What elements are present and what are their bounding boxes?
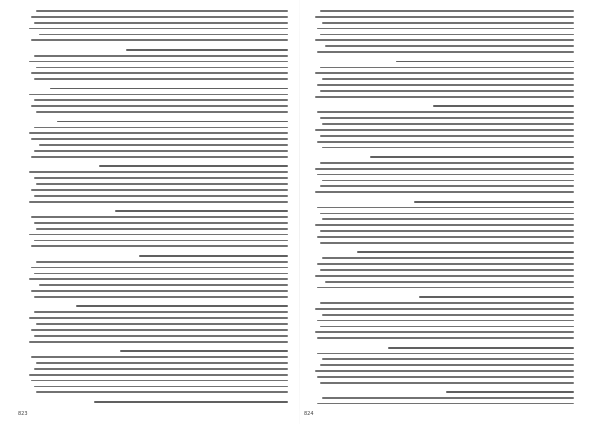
text-line-ink: [31, 267, 288, 269]
text-line-ink: [31, 189, 288, 191]
text-line-ink: [322, 314, 574, 316]
text-line-ink: [29, 374, 288, 376]
text-line-ink: [31, 16, 288, 18]
text-line-ink: [322, 123, 574, 125]
text-line-ink: [320, 10, 574, 12]
text-line-ink: [31, 329, 288, 331]
text-line-ink: [315, 168, 574, 170]
text-line-ink: [36, 362, 288, 364]
page-number-left: 823: [18, 411, 28, 417]
text-line-ink: [36, 323, 288, 325]
text-line-ink: [322, 78, 574, 80]
text-line-ink: [396, 61, 574, 63]
text-line-ink: [320, 117, 574, 119]
text-line-ink: [36, 183, 288, 185]
text-line-ink: [31, 356, 288, 358]
text-line-ink: [320, 90, 574, 92]
text-line-ink: [31, 245, 288, 247]
text-line: [312, 401, 574, 404]
text-line-ink: [34, 127, 288, 129]
text-line-ink: [76, 305, 288, 307]
text-line-ink: [39, 284, 288, 286]
text-line-ink: [320, 185, 574, 187]
text-line-ink: [36, 228, 288, 230]
text-line-ink: [370, 156, 574, 158]
text-line-ink: [36, 10, 288, 12]
text-line-ink: [34, 177, 288, 179]
text-line-ink: [34, 335, 288, 337]
left-page-lines: [26, 8, 288, 404]
text-line-ink: [115, 210, 288, 212]
text-line-ink: [29, 132, 288, 134]
text-line-ink: [317, 174, 574, 176]
text-line-ink: [317, 51, 574, 53]
text-line-ink: [317, 263, 574, 265]
text-line-ink: [315, 16, 574, 18]
text-line-ink: [31, 380, 288, 382]
text-line-ink: [39, 144, 288, 146]
text-line-ink: [320, 230, 574, 232]
text-line-ink: [126, 49, 288, 51]
text-line-ink: [315, 308, 574, 310]
text-line-ink: [446, 391, 574, 393]
text-line-ink: [57, 121, 288, 123]
text-line-ink: [317, 353, 574, 355]
text-line-ink: [315, 129, 574, 131]
text-line-ink: [34, 55, 288, 57]
text-line-ink: [50, 88, 288, 90]
text-line-ink: [34, 296, 288, 298]
text-line-ink: [317, 141, 574, 143]
text-line-ink: [34, 368, 288, 370]
text-line-ink: [320, 269, 574, 271]
text-line-ink: [94, 401, 288, 403]
text-line-ink: [29, 234, 288, 236]
text-line-ink: [99, 165, 288, 167]
text-line-ink: [31, 156, 288, 158]
text-line-ink: [317, 28, 574, 30]
text-line-ink: [322, 218, 574, 220]
text-line-ink: [320, 67, 574, 69]
text-line-ink: [29, 61, 288, 63]
text-line-ink: [322, 358, 574, 360]
text-line: [26, 399, 288, 404]
text-line-ink: [320, 326, 574, 328]
text-line-ink: [320, 34, 574, 36]
text-line-ink: [322, 257, 574, 259]
text-line-ink: [315, 72, 574, 74]
text-line-ink: [320, 135, 574, 137]
right-page-lines: [312, 8, 574, 404]
text-line-ink: [317, 403, 574, 404]
text-line-ink: [357, 251, 574, 253]
text-line-ink: [388, 347, 574, 349]
text-line-ink: [317, 320, 574, 322]
text-line-ink: [29, 171, 288, 173]
text-line-ink: [320, 242, 574, 244]
text-line-ink: [433, 105, 574, 107]
text-line-ink: [317, 236, 574, 238]
text-line-ink: [36, 67, 288, 69]
text-line-ink: [31, 72, 288, 74]
text-line-ink: [315, 275, 574, 277]
text-line-ink: [34, 386, 288, 388]
text-line-ink: [36, 261, 288, 263]
text-line-ink: [34, 195, 288, 197]
text-line-ink: [36, 391, 288, 393]
text-line-ink: [31, 39, 288, 41]
text-line-ink: [29, 28, 288, 30]
text-line-ink: [120, 350, 288, 352]
text-line-ink: [29, 341, 288, 343]
text-line-ink: [36, 111, 288, 113]
text-line-ink: [31, 138, 288, 140]
text-line-ink: [419, 296, 574, 298]
right-page-text: [312, 8, 574, 404]
text-line-ink: [320, 162, 574, 164]
text-line-ink: [34, 150, 288, 152]
text-line-ink: [317, 376, 574, 378]
text-line-ink: [34, 273, 288, 275]
text-line-ink: [322, 397, 574, 399]
page-number-right: 824: [304, 411, 314, 417]
text-line-ink: [322, 180, 574, 182]
text-line-ink: [315, 191, 574, 193]
text-line-ink: [320, 364, 574, 366]
text-line-ink: [34, 22, 288, 24]
text-line-ink: [322, 147, 574, 149]
text-line-ink: [317, 111, 574, 113]
text-line-ink: [315, 331, 574, 333]
text-line-ink: [317, 84, 574, 86]
left-page-text: [26, 8, 288, 404]
text-line-ink: [325, 45, 574, 47]
text-line-ink: [315, 224, 574, 226]
page-gutter: [299, 0, 300, 424]
text-line-ink: [325, 281, 574, 283]
text-line-ink: [31, 290, 288, 292]
text-line-ink: [315, 39, 574, 41]
text-line-ink: [320, 382, 574, 384]
text-line-ink: [34, 222, 288, 224]
text-line-ink: [414, 201, 574, 203]
text-line-ink: [34, 99, 288, 101]
text-line-ink: [315, 370, 574, 372]
text-line-ink: [317, 337, 574, 339]
text-line-ink: [31, 105, 288, 107]
text-line-ink: [139, 255, 288, 257]
text-line-ink: [29, 201, 288, 203]
text-line-ink: [317, 287, 574, 289]
text-line-ink: [322, 22, 574, 24]
text-line-ink: [320, 302, 574, 304]
text-line-ink: [317, 207, 574, 209]
text-line-ink: [34, 78, 288, 80]
text-line-ink: [31, 216, 288, 218]
text-line-ink: [39, 34, 288, 36]
text-line-ink: [320, 213, 574, 215]
text-line-ink: [29, 317, 288, 319]
text-line-ink: [34, 311, 288, 313]
text-line-ink: [29, 94, 288, 96]
text-line-ink: [315, 96, 574, 98]
text-line-ink: [34, 240, 288, 242]
text-line-ink: [29, 278, 288, 280]
